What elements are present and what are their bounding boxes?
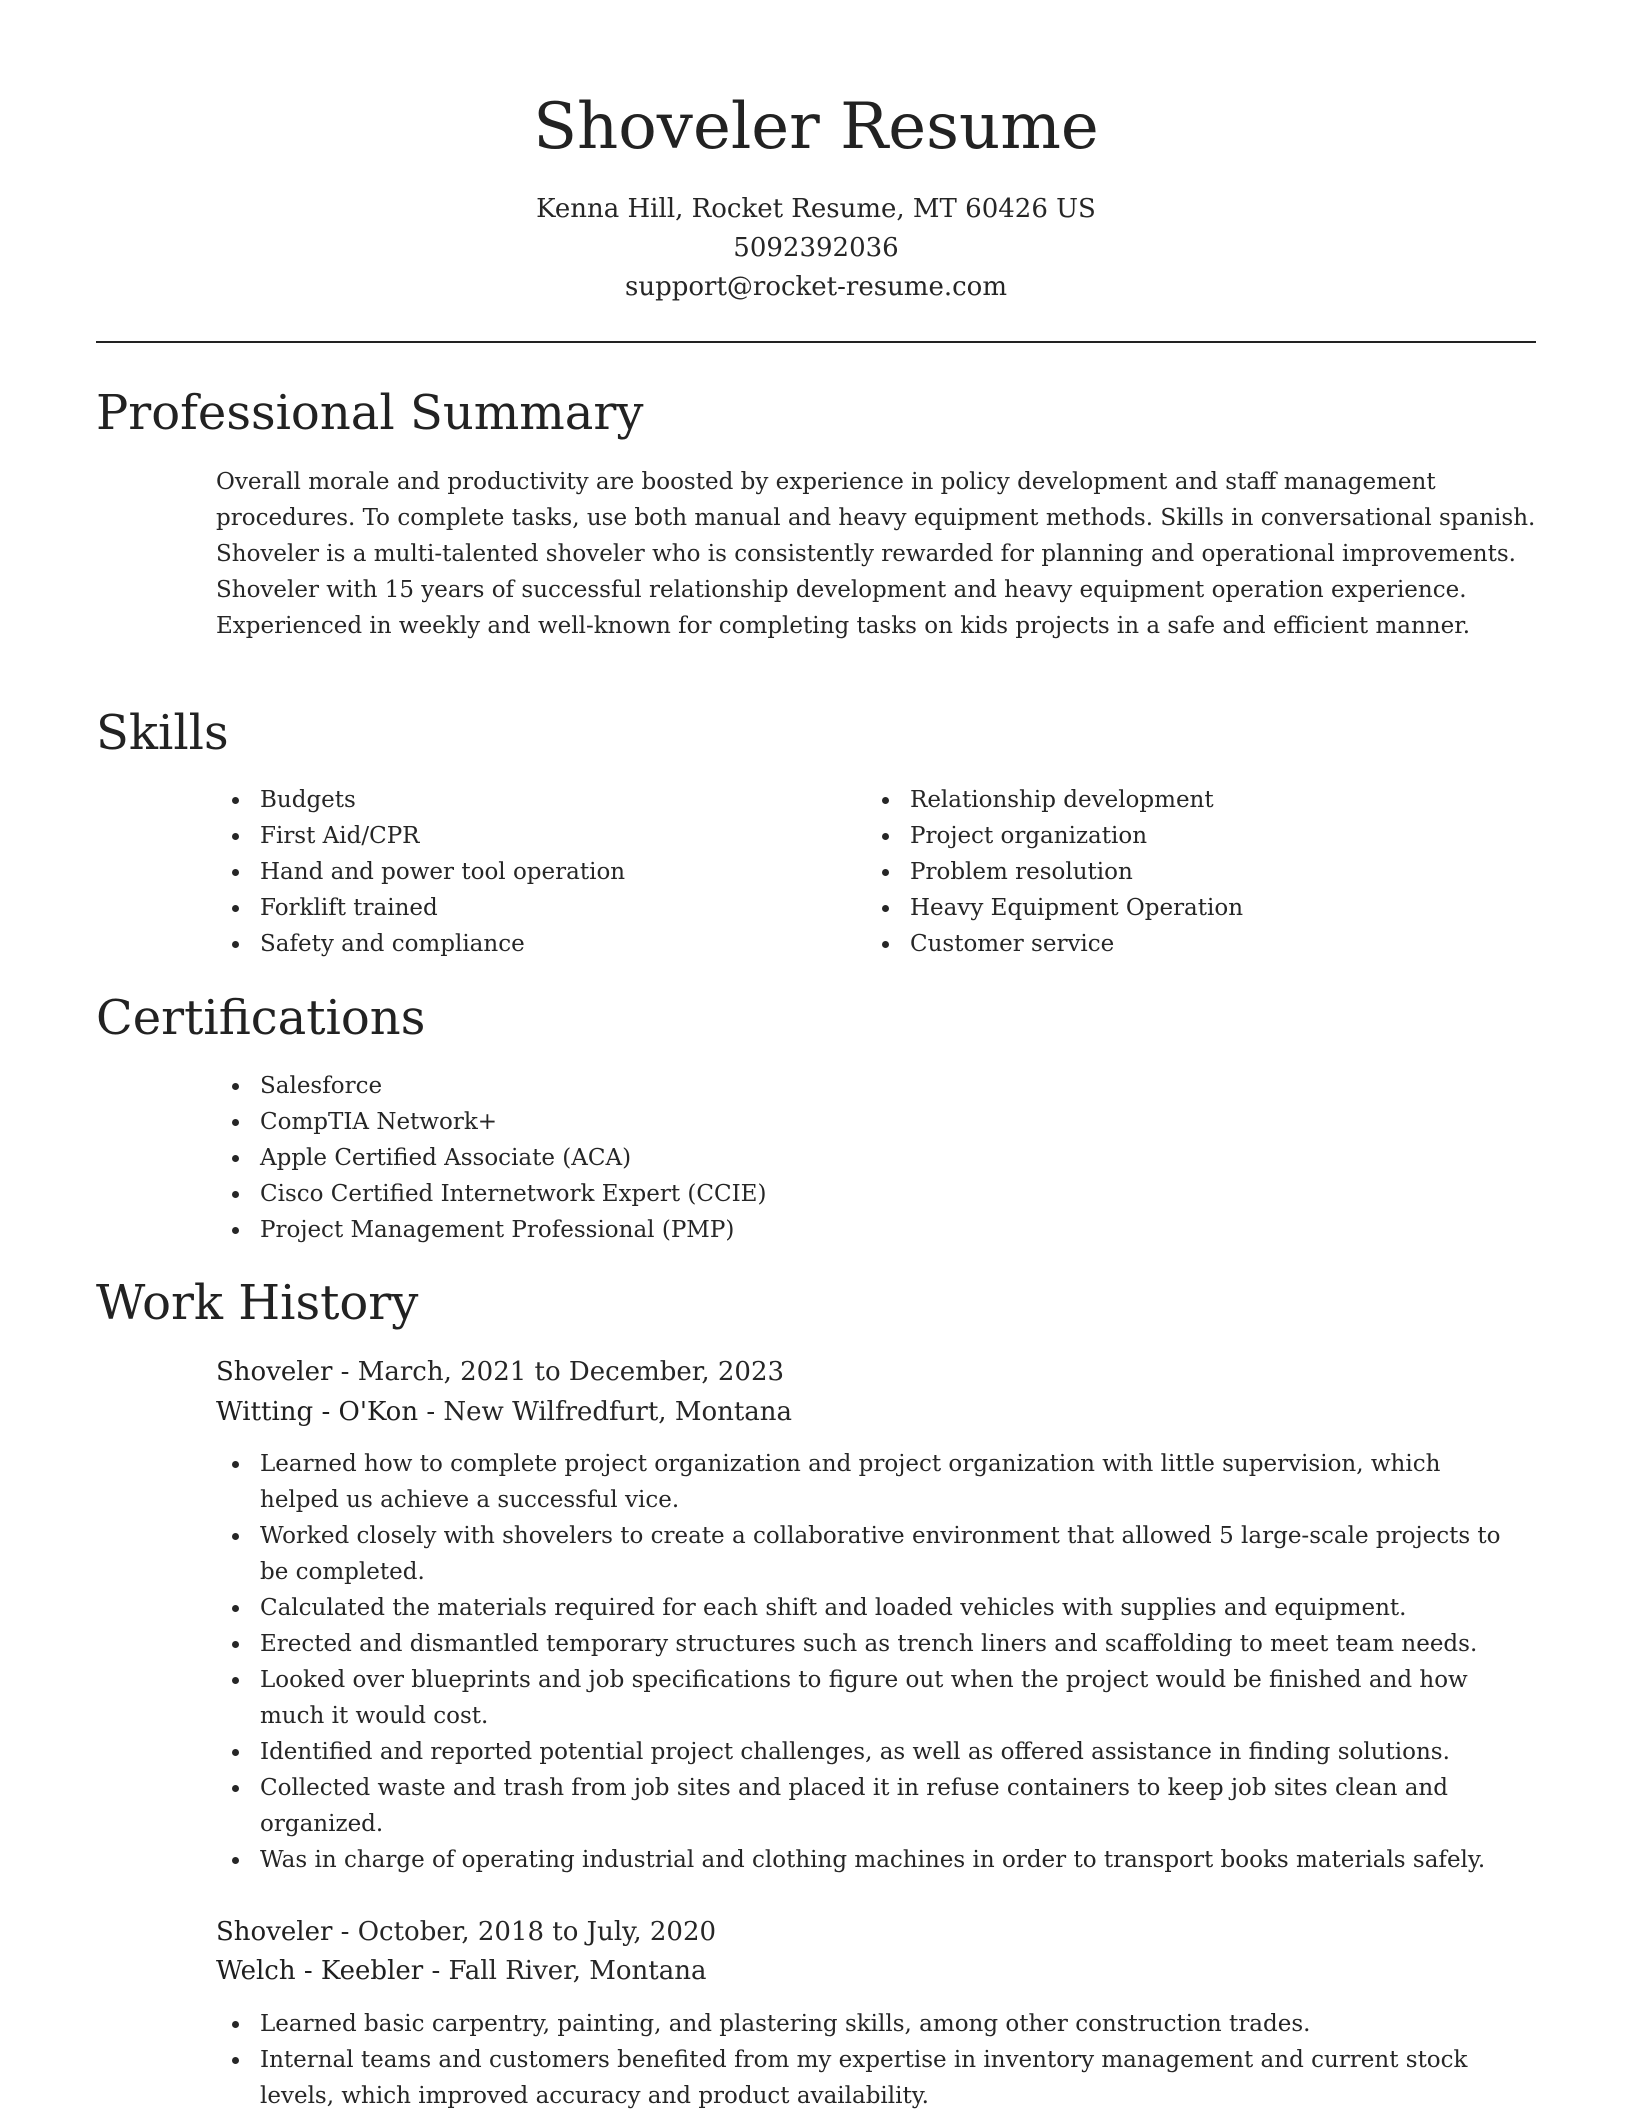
certification-item: CompTIA Network+	[216, 1104, 1536, 1140]
job-company: Witting - O'Kon	[216, 1397, 419, 1427]
job-bullet: Learned basic carpentry, painting, and plastering skills, among other construction trades.	[216, 2006, 1536, 2042]
job-company: Welch - Keebler	[216, 1956, 424, 1986]
skill-item: Budgets	[216, 782, 836, 818]
work-history-heading: Work History	[96, 1275, 419, 1331]
job-bullet: Learned how to complete project organization and project organization with little supervision, which helped us achieve a successful vice.	[216, 1446, 1536, 1518]
resume-title: Shoveler Resume	[533, 90, 1099, 164]
skills-list-right	[866, 782, 1526, 962]
job-bullet: Worked closely with shovelers to create a collaborative environment that allowed 5 large-scale projects to be completed.	[216, 1518, 1536, 1590]
job-bullet: Internal teams and customers benefited from my expertise in inventory management and current stock levels, which improved accuracy and product availability.	[216, 2042, 1536, 2114]
contact-email: support@rocket-resume.com	[624, 272, 1007, 302]
job-bullet: Looked over blueprints and job specifications to figure out when the project would be finished and how much it would cost.	[216, 1662, 1536, 1734]
certifications-list	[216, 1068, 1536, 1248]
skill-item: First Aid/CPR	[216, 818, 836, 854]
job-title: Shoveler	[216, 1357, 333, 1387]
job-location: - New Wilfredfurt, Montana	[418, 1397, 793, 1427]
job-bullet: Was in charge of operating industrial and clothing machines in order to transport books materials safely.	[216, 1842, 1536, 1878]
job-title-line	[216, 1912, 1536, 1952]
header-divider	[96, 341, 1536, 343]
job-bullets	[216, 2006, 1536, 2114]
skill-item: Safety and compliance	[216, 926, 836, 962]
summary-heading: Professional Summary	[96, 385, 644, 441]
skill-item: Problem resolution	[866, 854, 1526, 890]
job-bullets	[216, 1446, 1536, 1878]
skills-heading: Skills	[96, 705, 229, 761]
job-bullet: Erected and dismantled temporary structures such as trench liners and scaffolding to meet team needs.	[216, 1626, 1536, 1662]
job-title-line	[216, 1352, 1536, 1392]
skills-list-left	[216, 782, 836, 962]
job-bullet: Collected waste and trash from job sites and placed it in refuse containers to keep job sites clean and organized.	[216, 1770, 1536, 1842]
skill-item: Project organization	[866, 818, 1526, 854]
skill-item: Heavy Equipment Operation	[866, 890, 1526, 926]
certification-item: Project Management Professional (PMP)	[216, 1212, 1536, 1248]
job-dates: - October, 2018 to July, 2020	[332, 1917, 717, 1947]
certifications-heading: Certifications	[96, 990, 426, 1046]
contact-phone: 5092392036	[733, 233, 899, 263]
skill-item: Relationship development	[866, 782, 1526, 818]
job-location: - Fall River, Montana	[423, 1956, 707, 1986]
contact-address: Kenna Hill, Rocket Resume, MT 60426 US	[536, 194, 1096, 224]
job-bullet: Calculated the materials required for each shift and loaded vehicles with supplies and equipment.	[216, 1590, 1536, 1626]
skill-item: Forklift trained	[216, 890, 836, 926]
skill-item: Customer service	[866, 926, 1526, 962]
job-dates: - March, 2021 to December, 2023	[332, 1357, 785, 1387]
job-company-line	[216, 1951, 1536, 1991]
summary-text: Overall morale and productivity are boosted by experience in policy development and staff management procedures. To complete tasks, use both manual and heavy equipment methods. Skills in conversational spanish. Shoveler is a multi-talented shoveler who is consistently rewarded for planning and operational improvements. Shoveler with 15 years of successful relationship development and heavy equipment operation experience. Experienced in weekly and well-known for completing tasks on kids projects in a safe and efficient manner.	[216, 469, 1536, 639]
contact-info	[0, 190, 1632, 307]
job-bullet: Identified and reported potential project challenges, as well as offered assistance in finding solutions.	[216, 1734, 1536, 1770]
skill-item: Hand and power tool operation	[216, 854, 836, 890]
certification-item: Cisco Certified Internetwork Expert (CCIE)	[216, 1176, 1536, 1212]
certification-item: Salesforce	[216, 1068, 1536, 1104]
job-company-line	[216, 1392, 1536, 1432]
job-title: Shoveler	[216, 1917, 333, 1947]
certification-item: Apple Certified Associate (ACA)	[216, 1140, 1536, 1176]
